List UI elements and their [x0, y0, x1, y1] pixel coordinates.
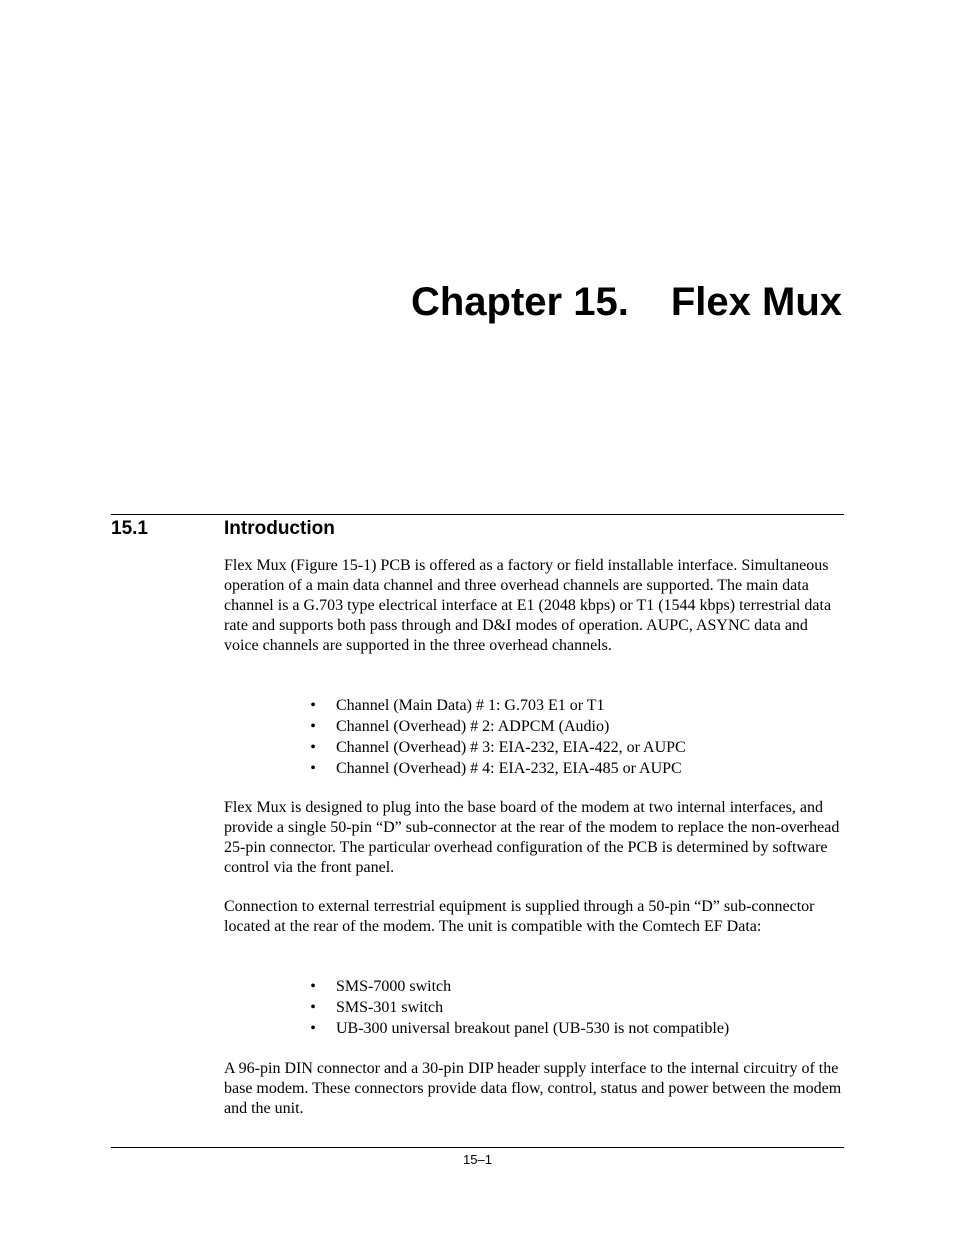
section-number: 15.1: [111, 518, 148, 539]
bullet-icon: •: [310, 978, 316, 995]
list-item: • Channel (Overhead) # 4: EIA-232, EIA-485 or AUPC: [306, 758, 846, 779]
list-item: • Channel (Overhead) # 3: EIA-232, EIA-422, or AUPC: [306, 737, 846, 758]
list-item: • UB-300 universal breakout panel (UB-530 is not compatible): [306, 1018, 846, 1039]
chapter-name: Flex Mux: [670, 280, 842, 324]
list-item: • SMS-7000 switch: [306, 976, 846, 997]
bullet-icon: •: [310, 760, 316, 777]
bullet-icon: •: [310, 1020, 316, 1037]
connection-paragraph: Connection to external terrestrial equipment is supplied through a 50-pin “D” sub-connector located at the rear of the modem. The unit is compatible with the Comtech EF Data:: [224, 898, 815, 935]
list-item: • SMS-301 switch: [306, 997, 846, 1018]
bullet-icon: •: [310, 697, 316, 714]
intro-paragraph: Flex Mux (Figure 15-1) PCB is offered as a factory or field installable interface. Simultaneous operation of a main data channel and three overhead channels are supported. The main data channel is a G.703 type electrical interface at E1 (2048 kbps) or T1 (1544 kbps) terrestrial data rate and supports both pass through and D&I modes of operation. AUPC, ASYNC data and voice channels are supported in the three overhead channels.: [224, 557, 832, 654]
footer-divider: [111, 1147, 844, 1148]
page-number: 15–1: [463, 1152, 492, 1167]
chapter-title: [411, 276, 842, 328]
connector-paragraph: A 96-pin DIN connector and a 30-pin DIP header supply interface to the internal circuitry of the base modem. These connectors provide data flow, control, status and power between the modem and the unit.: [224, 1060, 842, 1117]
section-divider: [111, 514, 844, 515]
list-item: • Channel (Overhead) # 2: ADPCM (Audio): [306, 716, 846, 737]
compatibility-list: [306, 976, 846, 1039]
channel-list: [306, 695, 846, 779]
list-item: • Channel (Main Data) # 1: G.703 E1 or T1: [306, 695, 846, 716]
section-heading: [111, 516, 844, 542]
bullet-icon: •: [310, 718, 316, 735]
chapter-number: Chapter 15.: [410, 280, 629, 324]
section-title: Introduction: [224, 518, 335, 539]
design-paragraph: Flex Mux is designed to plug into the base board of the modem at two internal interfaces, and provide a single 50-pin “D” sub-connector at the rear of the modem to replace the non-overhead 25-pin connector. The particular overhead configuration of the PCB is determined by software control via the front panel.: [224, 799, 840, 876]
bullet-icon: •: [310, 999, 316, 1016]
bullet-icon: •: [310, 739, 316, 756]
